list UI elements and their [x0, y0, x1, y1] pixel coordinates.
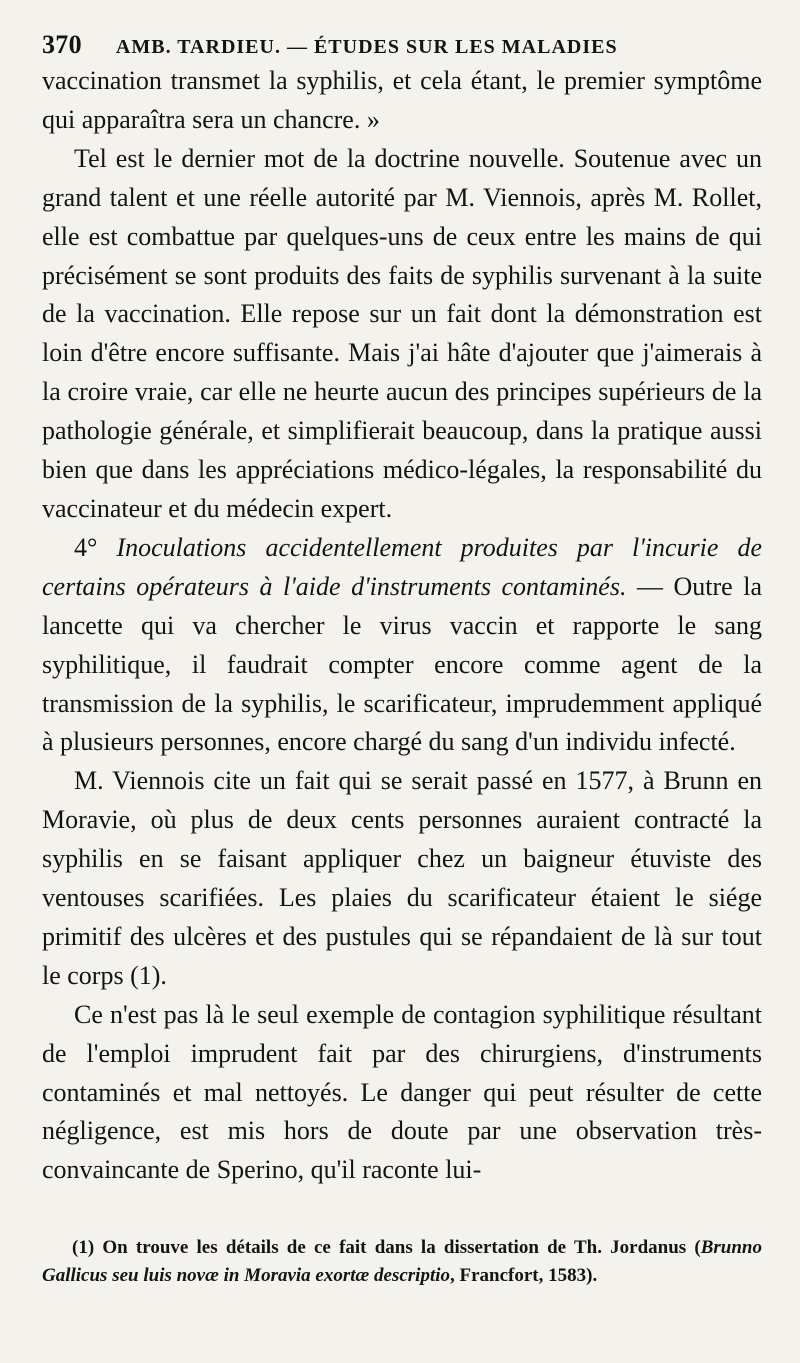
footnotes [42, 1234, 762, 1289]
paragraph-2: Tel est le dernier mot de la doctrine nouvelle. Soutenue avec un grand talent et une réelle autorité par M. Viennois, après M. Rollet, elle est combattue par quelques-uns de ceux entre les mains de qui précisément se sont produits des faits de syphilis survenant à la suite de la vaccination. Elle repose sur un fait dont la démonstration est loin d'être encore suffisante. Mais j'ai hâte d'ajouter que j'aimerais à la croire vraie, car elle ne heurte aucun des principes supérieurs de la pathologie générale, et simplifierait beaucoup, dans la pratique aussi bien que dans les appréciations médico-légales, la responsabilité du vaccinateur et du médecin expert. [42, 143, 762, 523]
running-title: AMB. TARDIEU. — ÉTUDES SUR LES MALADIES [115, 36, 618, 58]
page-number: 370 [42, 30, 82, 59]
footnote-lead: (1) On trouve les détails de ce fait dans la dissertation de Th. Jordanus ( [72, 1237, 701, 1258]
paragraph-4: M. Viennois cite un fait qui se serait passé en 1577, à Brunn en Moravie, où plus de deux cents personnes auraient contracté la syphilis en se faisant appliquer chez un baigneur étuviste des ventouses scarifiées. Les plaies du scarificateur étaient le siége primitif des ulcères et des pustules qui se répandaient de là sur tout le corps (1). [42, 766, 762, 990]
paragraph-5: Ce n'est pas là le seul exemple de contagion syphilitique résultant de l'emploi imprudent fait par des chirurgiens, d'instruments contaminés et mal nettoyés. Le danger qui peut résulter de cette négligence, est mis hors de doute par une observation très-convaincante de Sperino, qu'il raconte lui- [42, 999, 762, 1185]
footnote-1 [42, 1234, 762, 1289]
footnote-tail: , Francfort, 1583). [450, 1264, 598, 1286]
running-head [42, 30, 762, 60]
section-title: Inoculations accidentellement produites par l'incurie de certains opérateurs à l'aide d'instruments contaminés. [42, 532, 763, 601]
section-number: 4° [74, 532, 98, 562]
footnote-italic-title: Brunno Gallicus seu luis novæ in Moravia exortæ descriptio [42, 1237, 762, 1286]
paragraph-3 [42, 529, 762, 762]
section-text: — Outre la lancette qui va chercher le virus vaccin et rapporte le sang syphilitique, il faudrait compter encore comme agent de la transmission de la syphilis, le scarificateur, imprudemment appliqué à plusieurs personnes, encore chargé du sang d'un individu infecté. [42, 571, 763, 757]
body-text [42, 62, 762, 1190]
paragraph-1: vaccination transmet la syphilis, et cela étant, le premier symptôme qui apparaîtra sera un chancre. » [42, 66, 762, 134]
